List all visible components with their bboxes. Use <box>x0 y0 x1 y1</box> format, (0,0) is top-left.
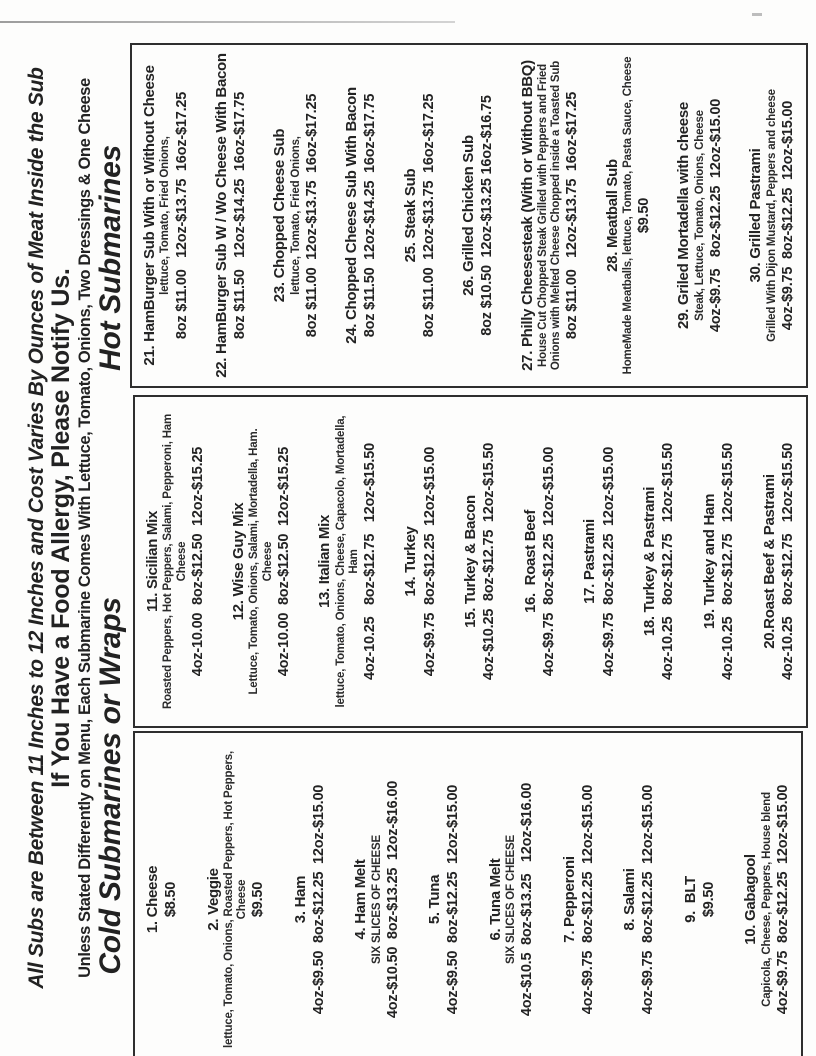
item-price: $9.50 <box>250 881 267 918</box>
cold-subs-box-items-11-20 <box>133 395 808 728</box>
item-name: 24. Chopped Cheese Sub With Bacon <box>343 87 361 344</box>
hot-subs-box-items-21-30 <box>130 43 808 388</box>
item-name: 17. Pastrami <box>581 519 599 604</box>
item-name: 26. Grilled Chicken Sub <box>460 135 478 296</box>
item-price: 4oz-$10.5 8oz-$13.25 12oz-$16.00 <box>519 782 536 1017</box>
item-price: 8oz $10.50 12oz-$13.25 16oz-$16.75 <box>479 95 496 336</box>
item-price: 8oz $11.50 12oz-$14.25 16oz-$17.75 <box>362 93 379 338</box>
item-price: 4oz-$9.75 8oz-$12.25 12oz-$15.00 <box>774 784 791 1015</box>
menu-item <box>460 95 496 335</box>
section-title-hot-submarines: Hot Submarines <box>94 145 128 371</box>
menu-item <box>402 447 438 676</box>
menu-item <box>426 785 462 1014</box>
menu-item <box>343 87 379 344</box>
item-price: 4oz-10.25 8oz-$12.75 12oz-$15.50 <box>779 442 796 681</box>
item-name: 3. Ham <box>291 875 309 924</box>
menu-item <box>144 414 207 709</box>
item-price: 4oz-$9.75 8oz-$12.25 12oz-$15.00 <box>541 446 558 677</box>
item-description: lettuce, Tomato, Fried Onions, <box>289 136 302 295</box>
item-price: 4oz-10.25 8oz-$12.75 12oz-$15.50 <box>361 443 378 681</box>
menu-item <box>205 751 268 1048</box>
item-name: 8. Salami <box>621 868 639 931</box>
item-price: 4oz-$9.50 8oz-$12.25 12oz-$15.00 <box>445 784 462 1015</box>
item-name: 28. Meatball Sub <box>603 159 621 272</box>
item-price: 8oz $11.00 12oz-$13.75 16oz-$17.25 <box>173 91 190 340</box>
menu-item <box>747 89 797 342</box>
item-price: 8oz $11.50 12oz-$14.25 16oz-$17.75 <box>232 91 249 340</box>
item-price: 4oz-$9.75 8oz-$12.25 12oz-$15.00 <box>640 784 657 1015</box>
item-name: 13. Italian Mix <box>316 514 334 609</box>
menu-item <box>761 443 797 680</box>
scan-artifact-mark <box>752 13 762 16</box>
item-price: 4oz-$9.75 8oz-$12.25 12oz-$15.00 <box>421 446 438 677</box>
item-price: $9.50 <box>701 881 718 918</box>
item-description: Grilled With Dijon Mustard, Peppers and cheese <box>765 89 778 342</box>
item-name: 22. HamBurger Sub W / Wo Cheese With Bacon <box>212 53 230 378</box>
section-titles-row <box>95 0 127 1056</box>
cold-subs-box-items-1-10 <box>133 731 803 1056</box>
item-description: SIX SLICES OF CHEESE <box>505 835 517 964</box>
item-description: Cheese <box>175 541 188 582</box>
header-allergy-notice: If You Have a Food Allergy, Please Notify Us. <box>47 268 76 788</box>
item-name: 18. Turkey & Pastrami <box>641 486 659 637</box>
menu-item <box>641 443 677 680</box>
item-price: 4oz-$9.75 8oz-$12.25 12oz-$15.00 <box>600 446 617 677</box>
header-sub-size-note: All Subs are Between 11 Inches to 12 Inches and Cost Varies By Ounces of Meat Inside the Sub <box>25 67 48 989</box>
item-name: 30. Grilled Pastrami <box>747 148 765 283</box>
item-price: 4oz-$9.75 8oz-$12.25 12oz-$15.00 <box>779 100 796 331</box>
menu-item <box>604 57 654 375</box>
item-description: Ham <box>347 549 360 574</box>
item-description: Capicola, Cheese, Peppers, House blend <box>760 792 773 1007</box>
item-description: House Cut Chopped Steak Grilled with Peppers and Fried <box>537 64 550 367</box>
item-name: 9. BLT <box>681 876 699 923</box>
menu-item <box>621 785 657 1014</box>
menu-item <box>487 783 537 1016</box>
item-name: 11. Sicilian Mix <box>144 510 161 613</box>
menu-item <box>352 781 402 1018</box>
menu-item <box>141 65 191 365</box>
item-name: 7. Pepperoni <box>560 856 578 943</box>
item-name: 29. Griled Mortadella with cheese <box>675 102 693 329</box>
menu-item <box>316 416 379 708</box>
item-price: $8.50 <box>163 881 180 918</box>
item-name: 2. Veggie <box>204 868 222 931</box>
item-price: 4oz-$9.75 8oz-$12.25 12oz-$15.00 <box>707 98 724 333</box>
item-price: 8oz $11.00 12oz-$13.75 16oz-$17.25 <box>420 93 437 338</box>
item-name: 21. HamBurger Sub With or Without Cheese <box>141 65 158 366</box>
section-title-cold-submarines: Cold Submarines or Wraps <box>94 597 128 975</box>
scan-artifact-paper-edge <box>0 21 455 23</box>
item-description: Roasted Peppers, Hot Peppers, Salami, Pepperoni, Ham <box>162 413 175 710</box>
item-price: 4oz-$9.50 8oz-$12.25 12oz-$15.00 <box>310 784 327 1015</box>
item-name: 25. Steak Sub <box>401 168 419 263</box>
item-description: Lettuce, Tomato, Onions, Salami, Mortadella, Ham. <box>248 428 261 695</box>
item-description: Onions with Melted Cheese Chopped inside a Toasted Sub <box>550 60 563 371</box>
menu-item <box>742 785 792 1014</box>
menu-item <box>292 785 328 1014</box>
item-name: 23. Chopped Cheese Sub <box>271 128 289 303</box>
item-name: 5. Tuna <box>426 874 444 925</box>
item-name: 19. Turkey and Ham <box>700 493 718 630</box>
item-description: lettuce, Tomato, Onions, Roasted Peppers, Hot Peppers, <box>222 751 235 1048</box>
item-name: 12. Wise Guy Mix <box>230 502 248 621</box>
menu-item <box>271 94 321 338</box>
menu-item <box>701 443 737 680</box>
item-name: 20.Roast Beef & Pastrami <box>760 474 778 649</box>
item-description: Cheese <box>261 541 274 582</box>
menu-item <box>230 428 293 694</box>
menu-item <box>522 447 558 676</box>
item-price: 8oz $11.00 12oz-$13.75 16oz-$17.25 <box>303 93 320 338</box>
item-name: 10. Gabagool <box>742 854 760 945</box>
item-description: lettuce, Tomato, Onions, Cheese, Capacolo, Mortadella, <box>334 415 347 708</box>
menu-item <box>144 866 180 933</box>
menu-item <box>675 99 725 332</box>
menu-item <box>402 94 438 338</box>
header-includes-note: Unless Stated Differently on Menu, Each Submarine Comes With Lettuce, Tomato, Onions, Two Dressings & One Cheese <box>75 78 94 978</box>
item-price: 4oz-10.25 8oz-$12.75 12oz-$15.50 <box>660 442 677 681</box>
item-price: 4oz-$10.50 8oz-$13.25 12oz-$16.00 <box>384 780 401 1019</box>
item-description: SIX SLICES OF CHEESE <box>370 835 383 964</box>
menu-item <box>682 876 718 923</box>
item-price: 4oz-10.00 8oz-$12.50 12oz-$15.25 <box>275 446 292 677</box>
menu-item <box>519 60 582 371</box>
item-price: 4oz-10.00 8oz-$12.50 12oz-$15.25 <box>189 446 206 677</box>
menu-item <box>561 785 597 1014</box>
item-name: 1. Cheese <box>144 865 161 934</box>
menu-item <box>581 447 617 676</box>
item-name: 6. Tuna Melt <box>486 858 504 941</box>
item-name: 15. Turkey & Bacon <box>462 495 480 628</box>
menu-item <box>213 53 249 378</box>
menu-item <box>462 443 498 680</box>
item-price: $9.50 <box>636 197 653 234</box>
item-price: 4oz-$9.75 8oz-$12.25 12oz-$15.00 <box>579 784 596 1015</box>
item-name: 27. Philly Cheesesteak (With or Without BBQ) <box>518 60 536 371</box>
item-price: 4oz-10.25 8oz-$12.75 12oz-$15.50 <box>720 442 737 681</box>
item-name: 16. Roast Beef <box>521 509 539 614</box>
item-price: 4oz-$10.25 8oz-$12.75 12oz-$15.50 <box>481 442 498 681</box>
item-description: lettuce, Tomato, Fried Onions, <box>159 136 172 295</box>
item-price: 8oz $11.00 12oz-$13.75 16oz-$17.25 <box>564 91 581 340</box>
item-description: Cheese <box>236 879 249 920</box>
item-name: 14. Turkey <box>402 526 420 597</box>
item-name: 4. Ham Melt <box>352 859 370 940</box>
item-description: Steak, Lettuce, Tomato, Onions, Cheese <box>693 110 706 321</box>
item-description: HomeMade Meatballs, lettuce, Tomato, Pasta Sauce, Cheese <box>622 56 634 375</box>
